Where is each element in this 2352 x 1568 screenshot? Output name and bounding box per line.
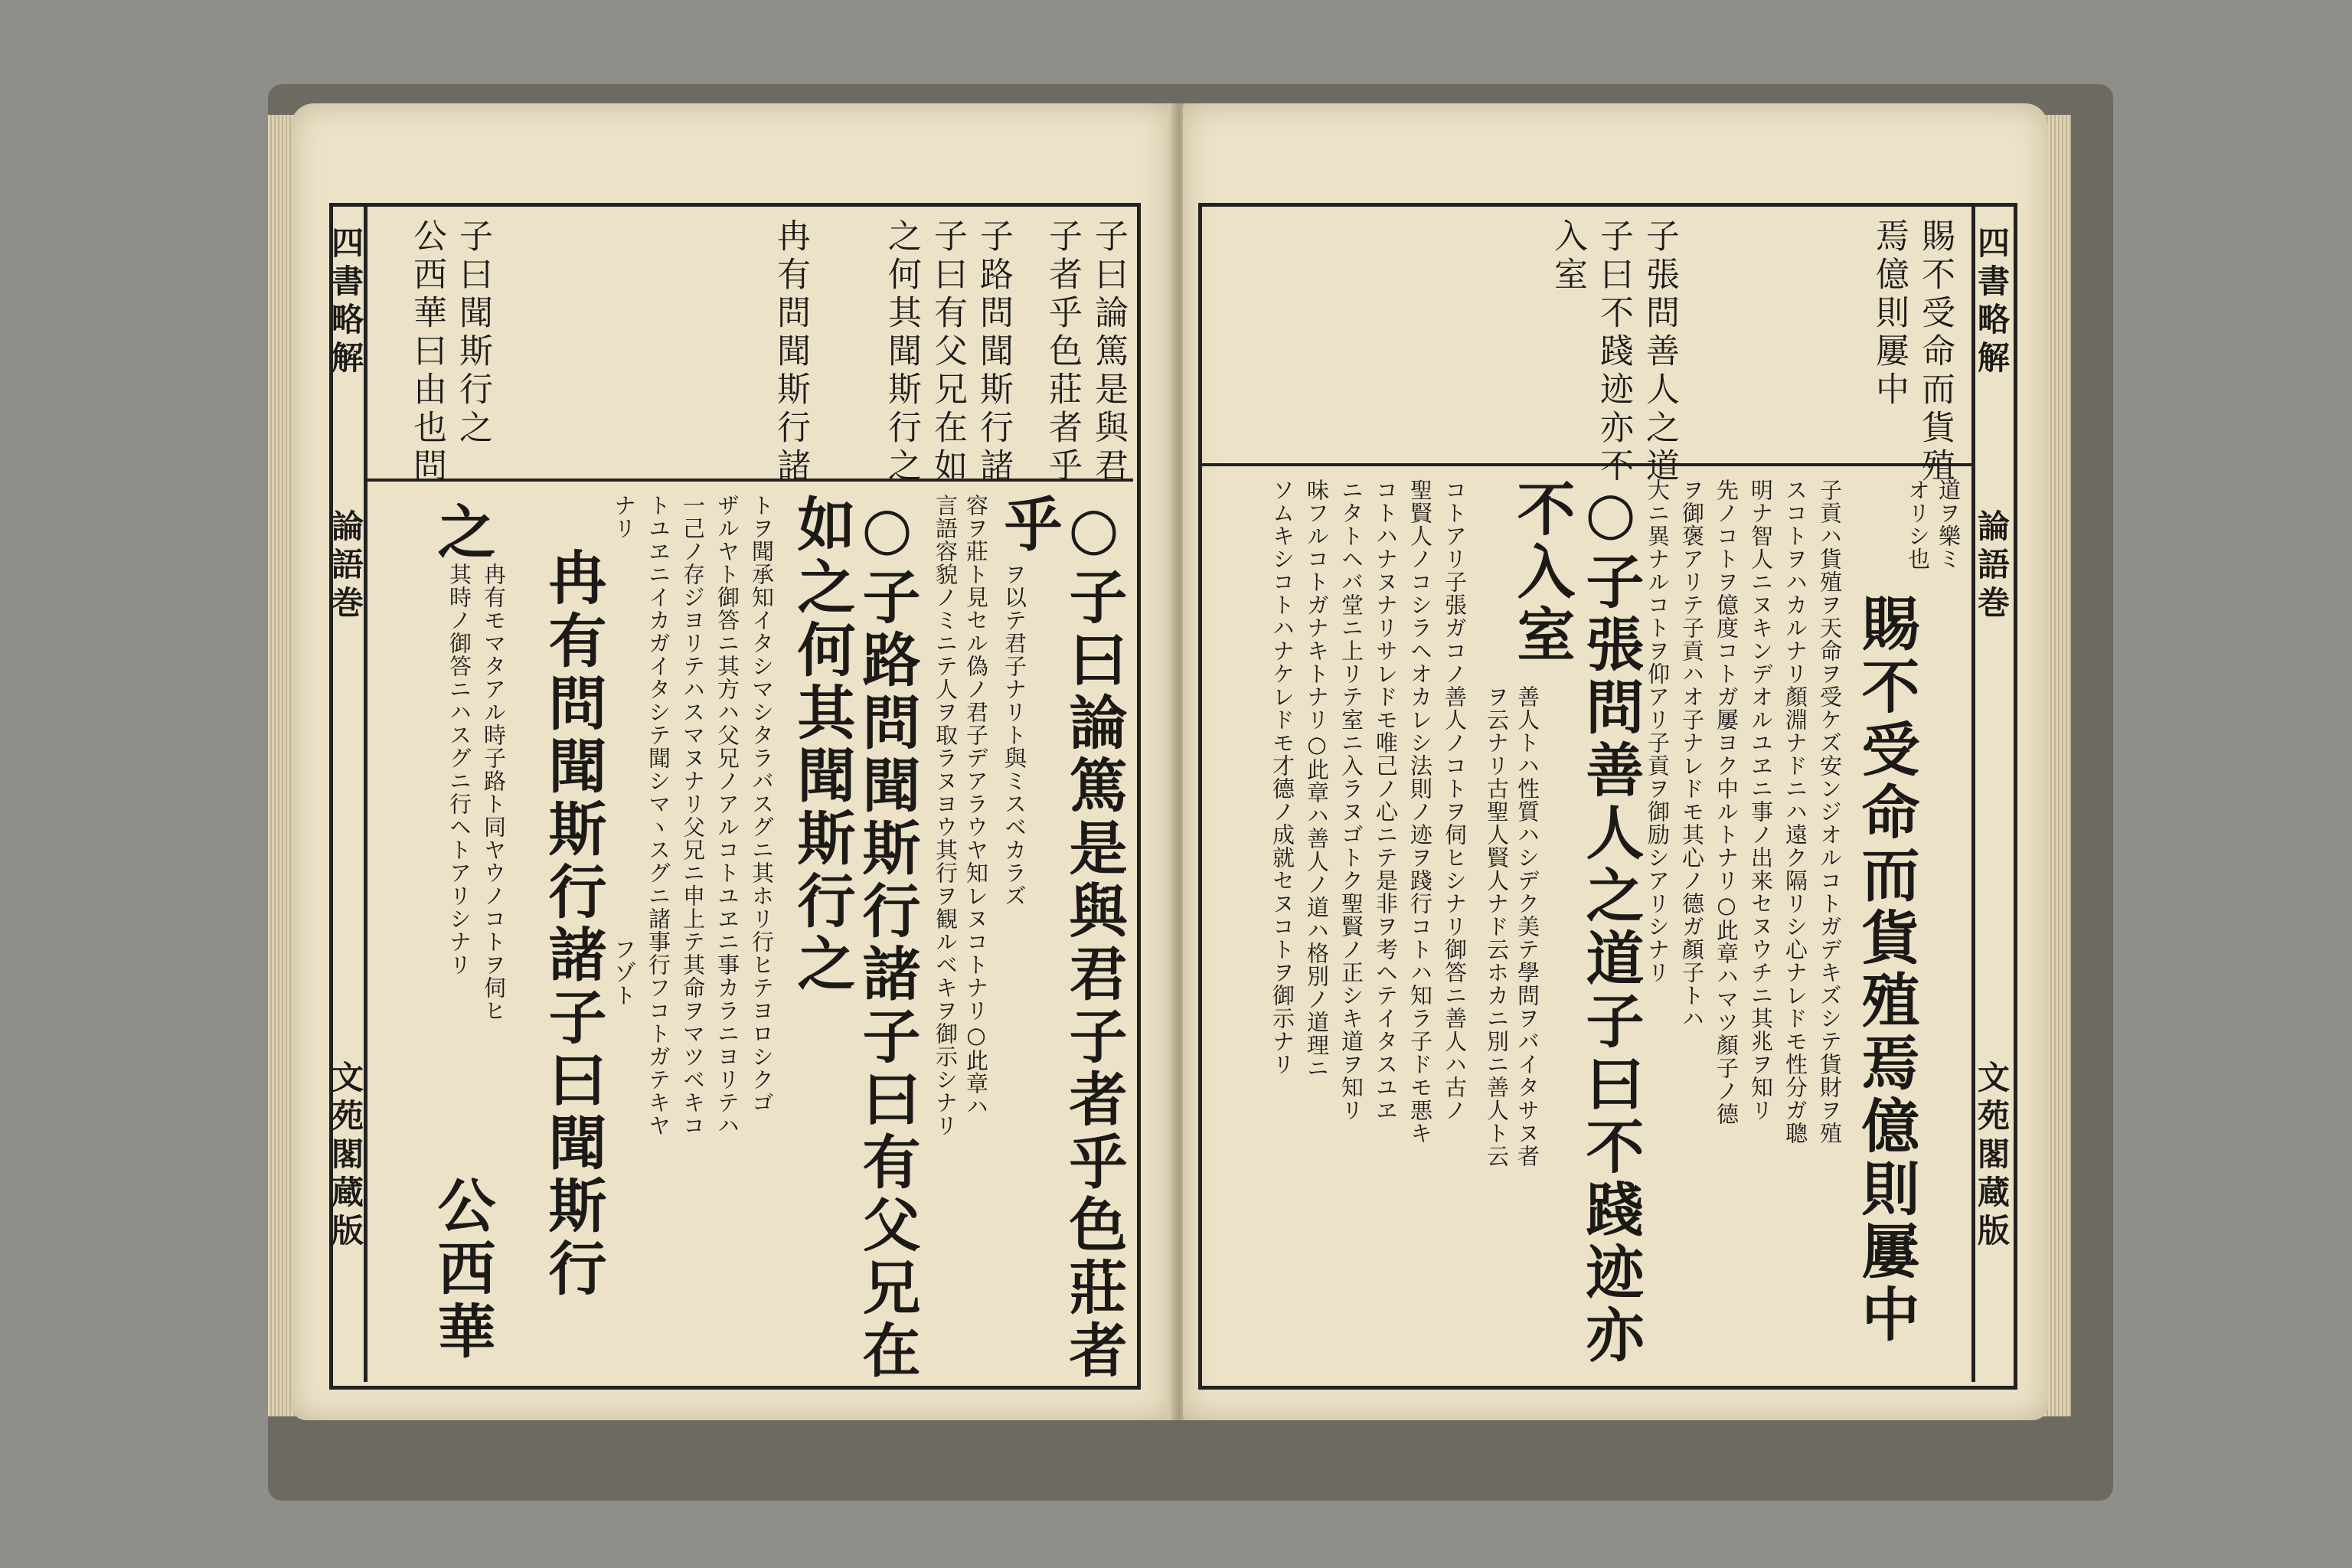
left-upper-col-3: 子路問聞斯行諸 <box>974 218 1013 486</box>
left-upper-col-6: 冉有問聞斯行諸 <box>771 218 810 486</box>
right-upper-col-2: 焉億則屢中 <box>1870 218 1909 410</box>
left-main-col-2: 乎 <box>995 494 1063 557</box>
left-upper-col-8: 公西華曰由也問 <box>407 218 446 486</box>
left-note-col-11: 其時ノ御答ニハスグニ行ヘトアリシナリ <box>446 563 472 976</box>
right-note-col-6: 先ノコトヲ億度コトガ屢ヨク中ルトナリ○此章ハマツ顏子ノ德 <box>1713 479 1740 1125</box>
right-upper-col-4: 子曰不踐迹亦不 <box>1594 218 1633 486</box>
right-main-col-3: 不入室 <box>1508 479 1576 667</box>
right-note-col-16: ソムキシコトハナケレドモ才德ノ成就セヌコトヲ御示ナリ <box>1269 479 1295 1076</box>
left-upper-col-1: 子曰論篤是與君 <box>1089 218 1128 486</box>
right-upper-col-1: 賜不受命而貨殖 <box>1916 218 1955 486</box>
right-note-col-5: 明ナ智人ニヌキンデオルユヱニ事ノ出来セヌウチニ其兆ヲ知リ <box>1748 479 1774 1122</box>
right-margin-title: 四書略解 <box>1973 226 2011 379</box>
left-margin-title: 四書略解 <box>327 226 364 379</box>
left-main-col-4: 如之何其聞斯行之 <box>788 494 856 996</box>
left-note-col-3: 言語容貌ノミニテ人ヲ取ラヌヨウ其行ヲ観ルベキヲ御示シナリ <box>933 494 959 1137</box>
right-note-col-4: スコトヲハカルナリ顏淵ナドニハ遠ク隔リシ心ナレドモ性分ガ聰 <box>1782 479 1808 1145</box>
left-margin-section: 論語巻 <box>327 509 364 624</box>
left-note-col-7: トユヱニイカガイタシテ聞シマヽスグニ諸事行フコトガテキヤ <box>645 494 671 1137</box>
left-main-col-5: 冉有問聞斯行諸子曰聞斯行 <box>539 547 607 1301</box>
left-note-col-10: 冉有モマタアル時子路ト同ヤウノコトヲ伺ヒ <box>481 563 507 1022</box>
left-note-col-1: ヲ以テ君子ナリト與ミスベカラズ <box>1001 563 1027 907</box>
right-main-col-1: 賜不受命而貨殖焉億則屢中 <box>1852 593 1920 1347</box>
right-note-col-9: 善人トハ性質ハシデク美テ學問ヲバイタサヌ者 <box>1514 685 1540 1168</box>
left-page <box>291 103 1171 1420</box>
right-note-col-10: ヲ云ナリ古聖人賢人ナド云ホカニ別ニ善人ト云 <box>1484 685 1510 1168</box>
left-note-col-4: トヲ聞承知イタシマシタラバスグニ其ホリ行ヒテヨロシクゴ <box>749 494 775 1114</box>
left-main-col-7: 公西華 <box>428 1175 496 1364</box>
right-note-col-12: 聖賢人ノコシラヘオカレシ法則ノ迹ヲ踐行コトハ知ラ子ドモ悪キ <box>1407 479 1433 1145</box>
left-note-col-8: ナリ <box>611 494 637 540</box>
right-note-col-7: ヲ御褒アリテ子貢ハオ子ナレドモ其心ノ德ガ顏子トハ <box>1679 479 1705 1030</box>
left-note-col-2: 容ヲ莊ト見セル偽ノ君子デアラウヤ知レヌコトナリ○此章ハ <box>963 494 989 1118</box>
right-margin-publisher: 文苑閣蔵版 <box>1973 1060 2011 1252</box>
left-upper-col-2: 子者乎色莊者乎 <box>1043 218 1082 486</box>
left-main-col-1: ○子曰論篤是與君子者乎色莊者 <box>1060 494 1128 1383</box>
left-upper-col-5: 之何其聞斯行之 <box>882 218 921 486</box>
right-note-col-11: コトアリ子張ガコノ善人ノコトヲ伺ヒシナリ御答ニ善人ハ古ノ <box>1442 479 1468 1122</box>
left-margin-publisher: 文苑閣蔵版 <box>327 1060 364 1252</box>
left-note-col-6: 一己ノ存ジヨリテハスマヌナリ父兄ニ申上テ其命ヲマツベキコ <box>680 494 706 1137</box>
right-margin-section: 論語巻 <box>1973 509 2011 624</box>
left-note-col-9: フゾト <box>611 938 637 1007</box>
left-main-col-3: ○子路問聞斯行諸子曰有父兄在 <box>853 494 921 1383</box>
right-note-col-13: コトハナヌナリサレドモ唯己ノ心ニテ是非ヲ考ヘテイタスユヱ <box>1373 479 1399 1122</box>
right-note-col-3: 子貢ハ貨殖ヲ天命ヲ受ケズ安ンジオルコトガデキズシテ貨財ヲ殖 <box>1817 479 1843 1145</box>
right-note-col-8: 大ニ異ナルコトヲ仰アリ子貢ヲ御励シアリシナリ <box>1645 479 1671 984</box>
right-upper-col-5: 入室 <box>1548 218 1587 295</box>
left-note-col-5: ザルヤト御答ニ其方ハ父兄ノアルコトユヱニ事カラニヨリテハ <box>714 494 740 1137</box>
right-note-col-1: 道ヲ樂ミ <box>1936 479 1962 570</box>
right-upper-col-3: 子張問善人之道 <box>1640 218 1679 486</box>
right-note-col-2: オリシ也 <box>1905 479 1931 570</box>
left-main-col-6: 之 <box>428 501 496 564</box>
right-page <box>1183 103 2048 1420</box>
right-main-col-2: ○子張問善人之道子曰不踐迹亦 <box>1576 479 1645 1367</box>
right-note-col-15: 味フルコトガナキトナリ○此章ハ善人ノ道ハ格別ノ道理ニ <box>1304 479 1330 1080</box>
left-upper-col-7: 子曰聞斯行之 <box>453 218 492 448</box>
left-upper-col-4: 子曰有父兄在如 <box>928 218 967 486</box>
right-note-col-14: ニタトヘバ堂ニ上リテ室ニ入ラヌゴトク聖賢ノ正シキ道ヲ知リ <box>1338 479 1364 1122</box>
right-page-divider <box>1198 463 1971 466</box>
left-page-divider <box>368 479 1133 482</box>
